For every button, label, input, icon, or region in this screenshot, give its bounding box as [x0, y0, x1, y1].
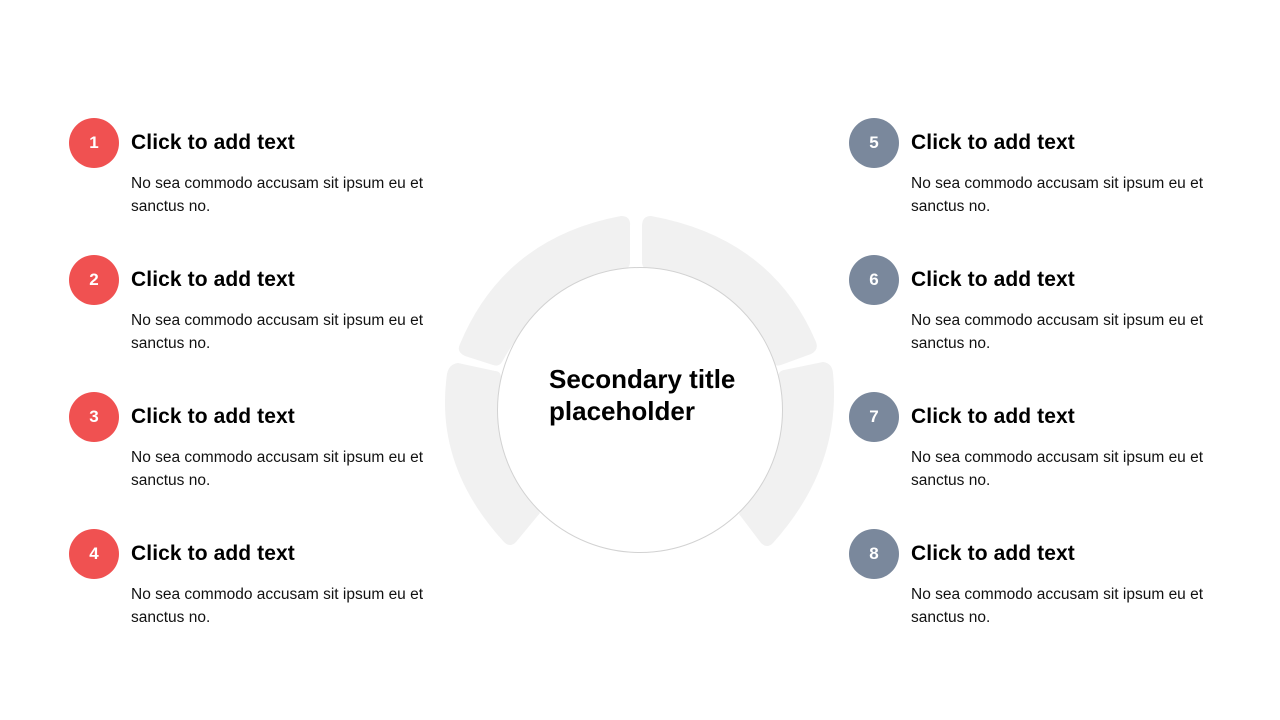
item-1 [69, 118, 429, 238]
item-description[interactable]: No sea commodo accusam sit ipsum eu et sanctus no. [131, 586, 424, 626]
item-2 [69, 255, 429, 375]
item-description[interactable]: No sea commodo accusam sit ipsum eu et sanctus no. [131, 449, 424, 489]
item-description[interactable]: No sea commodo accusam sit ipsum eu et sanctus no. [911, 449, 1204, 489]
number-badge: 2 [69, 255, 119, 305]
item-3 [69, 392, 429, 512]
number-badge: 8 [849, 529, 899, 579]
item-7 [849, 392, 1209, 512]
item-4 [69, 529, 429, 649]
number-badge: 7 [849, 392, 899, 442]
item-5 [849, 118, 1209, 238]
item-title[interactable]: Click to add text [911, 405, 1075, 428]
item-8 [849, 529, 1209, 649]
item-description[interactable]: No sea commodo accusam sit ipsum eu et sanctus no. [911, 312, 1204, 352]
item-description[interactable]: No sea commodo accusam sit ipsum eu et sanctus no. [911, 175, 1204, 215]
number-badge: 3 [69, 392, 119, 442]
item-title[interactable]: Click to add text [911, 542, 1075, 565]
number-badge: 6 [849, 255, 899, 305]
item-title[interactable]: Click to add text [911, 131, 1075, 154]
item-description[interactable]: No sea commodo accusam sit ipsum eu et sanctus no. [131, 312, 424, 352]
item-title[interactable]: Click to add text [131, 405, 295, 428]
item-description[interactable]: No sea commodo accusam sit ipsum eu et sanctus no. [131, 175, 424, 215]
number-badge: 1 [69, 118, 119, 168]
number-badge: 5 [849, 118, 899, 168]
item-title[interactable]: Click to add text [131, 268, 295, 291]
item-title[interactable]: Click to add text [131, 542, 295, 565]
number-badge: 4 [69, 529, 119, 579]
item-title[interactable]: Click to add text [131, 131, 295, 154]
item-description[interactable]: No sea commodo accusam sit ipsum eu et sanctus no. [911, 586, 1204, 626]
item-6 [849, 255, 1209, 375]
secondary-title[interactable]: Secondary title placeholder [549, 364, 736, 426]
item-title[interactable]: Click to add text [911, 268, 1075, 291]
